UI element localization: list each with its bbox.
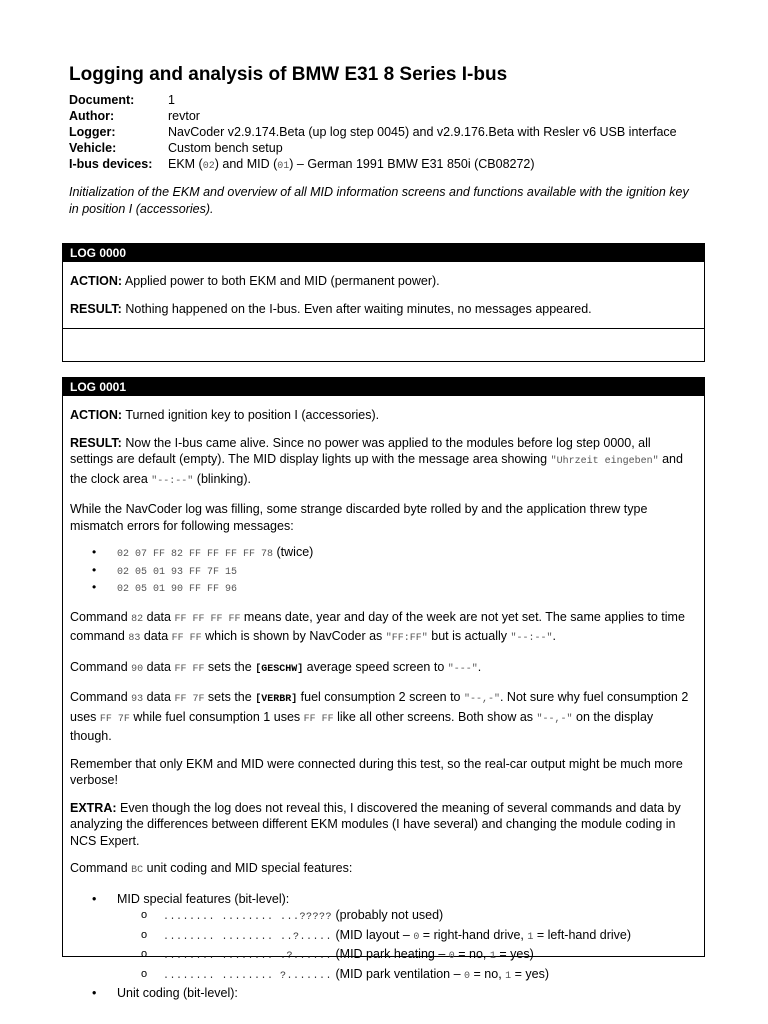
- command-82-paragraph: [70, 609, 697, 648]
- log-0001-box: [62, 377, 705, 1000]
- text: = no,: [454, 947, 490, 961]
- coding-list: [70, 985, 697, 1002]
- text: = no,: [470, 966, 506, 981]
- code: FF 7F: [99, 713, 130, 725]
- meta-row-vehicle: [69, 140, 677, 156]
- text: Command: [70, 861, 132, 875]
- extra-paragraph: [70, 800, 697, 850]
- code: 83: [128, 633, 141, 644]
- hex-message-list: [70, 545, 697, 598]
- command-bc-paragraph: [70, 860, 697, 880]
- log-body: [63, 396, 704, 1002]
- text: EKM (: [168, 157, 203, 171]
- code: 0: [464, 970, 471, 982]
- meta-key: I-bus devices:: [69, 157, 153, 171]
- text: = left-hand drive): [533, 927, 632, 942]
- code: 82: [131, 613, 144, 625]
- code: "--,-": [536, 713, 573, 725]
- result-paragraph: [70, 301, 697, 318]
- meta-value: Custom bench setup: [168, 141, 283, 155]
- action-paragraph: [70, 273, 697, 290]
- hex-code: 02 05 01 90 FF FF 96: [117, 584, 238, 595]
- list-item: [70, 985, 697, 1002]
- meta-key: Logger:: [69, 125, 116, 139]
- code: "--,-": [463, 694, 500, 705]
- text: while fuel consumption 1 uses: [129, 709, 304, 724]
- meta-value: 1: [168, 93, 175, 107]
- meta-value: revtor: [168, 109, 200, 123]
- code: BC: [131, 865, 144, 876]
- meta-key: Vehicle:: [69, 141, 117, 155]
- text: like all other screens. Both show as: [333, 709, 537, 724]
- bit-pattern: ........ ........ ...?????: [163, 912, 333, 923]
- text: data: [143, 659, 175, 674]
- meta-value: [168, 156, 535, 175]
- device-code: 01: [277, 161, 290, 172]
- text: .: [552, 629, 556, 643]
- screen-name: [VERBR]: [255, 694, 298, 705]
- text: data: [140, 629, 172, 643]
- text: sets the: [204, 690, 256, 704]
- text: and the clock area: [70, 452, 683, 486]
- list-item: [70, 563, 697, 581]
- extra-label: EXTRA:: [70, 800, 117, 815]
- text: Command: [70, 690, 132, 704]
- text: (probably not used): [332, 908, 444, 922]
- code: FF FF FF FF: [174, 613, 241, 625]
- log-header: LOG 0001: [63, 378, 704, 396]
- code: 90: [131, 663, 144, 675]
- coding-list: [70, 891, 697, 908]
- list-item: [70, 966, 697, 986]
- screen-name: [GESCHW]: [255, 663, 304, 675]
- note: (twice): [273, 545, 314, 559]
- text: (MID layout –: [332, 927, 414, 942]
- code: 93: [131, 694, 144, 705]
- text: fuel consumption 2 screen to: [297, 690, 464, 704]
- text: MID special features (bit-level):: [117, 891, 290, 906]
- hex-code: 02 07 FF 82 FF FF FF FF 78: [117, 549, 274, 560]
- code: 0: [448, 951, 455, 962]
- command-93-paragraph: [70, 689, 697, 745]
- device-code: 02: [202, 161, 215, 172]
- action-text: Applied power to both EKM and MID (permanent power).: [124, 274, 440, 288]
- action-label: ACTION:: [70, 408, 123, 422]
- text: = yes): [495, 947, 534, 961]
- code: "---": [447, 663, 478, 675]
- code: FF 7F: [174, 694, 205, 705]
- text: average speed screen to: [303, 659, 448, 674]
- meta-key: Document:: [69, 93, 135, 107]
- document-metadata: [69, 92, 677, 175]
- hex-code: 02 05 01 93 FF 7F 15: [117, 566, 238, 578]
- meta-value: NavCoder v2.9.174.Beta (up log step 0045) and v2.9.176.Beta with Resler v6 USB interface: [168, 125, 677, 139]
- text: data: [143, 609, 175, 624]
- display-text: "--:--": [151, 475, 194, 487]
- code: 0: [413, 931, 420, 943]
- text: unit coding and MID special features:: [143, 861, 353, 875]
- text: Now the I-bus came alive. Since no power was applied to the modules before log step 0000, all settings are default (empty). The MID display lights up with the message area showing: [70, 435, 651, 466]
- action-paragraph: [70, 407, 697, 424]
- text: ) – German 1991 BMW E31 850i (CB08272): [289, 157, 535, 171]
- text: ) and MID (: [214, 157, 278, 171]
- bit-pattern: ........ ........ ..?.....: [163, 931, 333, 943]
- page-title: Logging and analysis of BMW E31 8 Series I-bus: [69, 64, 508, 85]
- list-item: [70, 891, 697, 908]
- bit-list: [70, 907, 697, 985]
- text: which is shown by NavCoder as: [201, 629, 386, 643]
- display-text: "Uhrzeit eingeben": [550, 456, 659, 467]
- code: FF FF: [171, 633, 202, 644]
- code: "FF:FF": [385, 633, 428, 644]
- code: 1: [505, 970, 512, 982]
- text: = right-hand drive,: [419, 927, 528, 942]
- meta-row-logger: [69, 124, 677, 140]
- meta-key: Author:: [69, 109, 115, 123]
- bit-pattern: ........ ........ ?.......: [163, 970, 333, 982]
- meta-row-document: [69, 92, 677, 108]
- action-text: Turned ignition key to position I (accessories).: [125, 408, 380, 422]
- list-item: [70, 946, 697, 966]
- result-text: Nothing happened on the I-bus. Even after waiting minutes, no messages appeared.: [125, 301, 592, 316]
- text: sets the: [204, 659, 256, 674]
- text: Command: [70, 609, 132, 624]
- text: but is actually: [427, 629, 511, 643]
- text: data: [143, 690, 175, 704]
- meta-row-devices: [69, 156, 677, 175]
- list-item: [70, 907, 697, 927]
- result-label: RESULT:: [70, 301, 122, 316]
- action-label: ACTION:: [70, 274, 123, 288]
- text: .: [477, 659, 482, 674]
- code: FF FF: [174, 663, 205, 675]
- text: means date, year and day of the week are not yet set. The same applies to time command: [70, 609, 685, 643]
- text: (MID park heating –: [332, 947, 449, 961]
- code: "--:--": [510, 633, 553, 644]
- log-header: LOG 0000: [63, 244, 704, 262]
- text: Unit coding (bit-level):: [117, 986, 238, 1000]
- text: . Not sure why fuel consumption 2 uses: [70, 690, 689, 724]
- navcoder-paragraph: While the NavCoder log was filling, some strange discarded byte rolled by and the application threw type mismatch errors for following messages:: [70, 502, 648, 533]
- meta-row-author: [69, 108, 677, 124]
- list-item: [70, 545, 697, 563]
- code: FF FF: [303, 713, 334, 725]
- text: Command: [70, 659, 132, 674]
- command-90-paragraph: [70, 659, 697, 679]
- code: 1: [527, 931, 534, 943]
- bit-pattern: ........ ........ .?......: [163, 951, 333, 962]
- log-body: [63, 262, 704, 317]
- list-item: [70, 580, 697, 598]
- text: (MID park ventilation –: [332, 966, 465, 981]
- text: (blinking).: [193, 471, 251, 486]
- code: 1: [489, 951, 496, 962]
- result-label: RESULT:: [70, 435, 122, 450]
- intro-paragraph: Initialization of the EKM and overview of all MID information screens and functions available with the ignition key in position I (accessories).: [69, 185, 689, 216]
- log-0000-box: [62, 243, 705, 362]
- list-item: [70, 927, 697, 947]
- result-paragraph: [70, 435, 697, 491]
- divider: [63, 328, 704, 329]
- remember-paragraph: Remember that only EKM and MID were connected during this test, so the real-car output might be much more verbose!: [70, 756, 683, 787]
- extra-text: Even though the log does not reveal this, I discovered the meaning of several commands and data by analyzing the differences between different EKM modules (I have several) and changing the module coding in NCS Expert.: [70, 800, 681, 848]
- text: = yes): [511, 966, 550, 981]
- text: on the display though.: [70, 709, 654, 743]
